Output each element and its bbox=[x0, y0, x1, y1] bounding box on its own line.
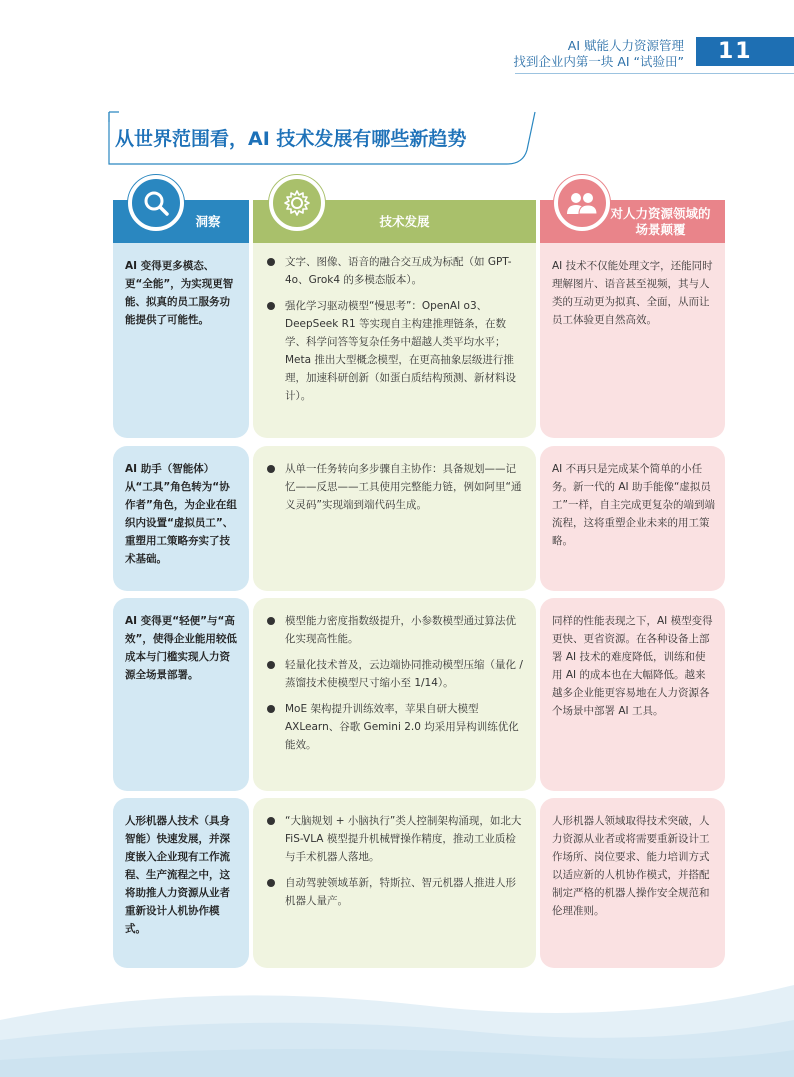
bullet-text: 从单一任务转向多步骤自主协作：具备规划——记忆——反思——工具使用完整能力链，例如阿里“通义灵码”实现端到端代码生成。 bbox=[285, 463, 522, 511]
list-item bbox=[267, 656, 526, 692]
insight-cell: AI 变得更“轻便”与“高效”，使得企业能用较低成本与门槛实现人力资源全场景部署。 bbox=[113, 598, 249, 791]
tech-cell bbox=[253, 446, 536, 591]
gear-icon bbox=[269, 175, 325, 231]
bullet-text: 强化学习驱动模型“慢思考”：OpenAI o3、DeepSeek R1 等实现自主构建推理链条，在数学、科学问答等复杂任务中超越人类平均水平；Meta 推出大型概念模型，在更高抽象层级进行推理，加速科研创新（如蛋白质结构预测、新材料设计）。 bbox=[285, 300, 516, 402]
bullet-text: MoE 架构提升训练效率，苹果自研大模型 AXLearn、谷歌 Gemini 2.0 均采用异构训练优化能效。 bbox=[285, 703, 519, 751]
header-line-1: AI 赋能人力资源管理 bbox=[567, 38, 684, 53]
column-header-label: 洞察 bbox=[195, 213, 221, 229]
hr-cell: 同样的性能表现之下，AI 模型变得更快、更省资源。在各种设备上部署 AI 技术的难度降低，训练和使用 AI 的成本也在大幅降低。越来越多企业能更容易地在人力资源各个场景中部署 AI 工具。 bbox=[540, 598, 725, 791]
bullet-icon bbox=[267, 817, 275, 825]
magnifier-icon bbox=[128, 175, 184, 231]
list-item bbox=[267, 812, 526, 866]
section-title: 从世界范围看，AI 技术发展有哪些新趋势 bbox=[115, 128, 467, 150]
decorative-waves bbox=[0, 960, 794, 1077]
hr-cell: 人形机器人领域取得技术突破，人力资源从业者或将需要重新设计工作场所、岗位要求、能力培训方式以适应新的人机协作模式，并搭配制定严格的机器人操作安全规范和伦理准则。 bbox=[540, 798, 725, 968]
list-item bbox=[267, 460, 526, 514]
list-item bbox=[267, 612, 526, 648]
bullet-text: 模型能力密度指数级提升，小参数模型通过算法优化实现高性能。 bbox=[285, 615, 516, 645]
hr-cell: AI 技术不仅能处理文字，还能同时理解图片、语音甚至视频，其与人类的互动更为拟真、全面，从而让员工体验更自然高效。 bbox=[540, 243, 725, 438]
bullet-icon bbox=[267, 617, 275, 625]
page-number: 11 bbox=[696, 37, 794, 66]
hr-cell: AI 不再只是完成某个简单的小任务。新一代的 AI 助手能像“虚拟员工”一样，自主完成更复杂的端到端流程，这将重塑企业未来的用工策略。 bbox=[540, 446, 725, 591]
header-divider bbox=[515, 73, 794, 74]
bullet-icon bbox=[267, 879, 275, 887]
list-item bbox=[267, 253, 526, 289]
list-item bbox=[267, 874, 526, 910]
running-header bbox=[513, 38, 684, 70]
tech-cell bbox=[253, 243, 536, 438]
bullet-icon bbox=[267, 302, 275, 310]
bullet-text: 轻量化技术普及，云边端协同推动模型压缩（量化 / 蒸馏技术使模型尺寸缩小至 1/14）。 bbox=[285, 659, 523, 689]
list-item bbox=[267, 700, 526, 754]
bullet-icon bbox=[267, 465, 275, 473]
column-header-label: 对人力资源领域的场景颠覆 bbox=[610, 205, 711, 237]
bullet-icon bbox=[267, 258, 275, 266]
bullet-text: 自动驾驶领域革新，特斯拉、智元机器人推进人形机器人量产。 bbox=[285, 877, 516, 907]
insight-cell: AI 变得更多模态、更“全能”，为实现更智能、拟真的员工服务功能提供了可能性。 bbox=[113, 243, 249, 438]
header-line-2: 找到企业内第一块 AI “试验田” bbox=[513, 54, 684, 69]
insight-cell: 人形机器人技术（具身智能）快速发展，并深度嵌入企业现有工作流程、生产流程之中，这将助推人力资源从业者重新设计人机协作模式。 bbox=[113, 798, 249, 968]
column-header-label: 技术发展 bbox=[379, 213, 430, 229]
tech-cell bbox=[253, 598, 536, 791]
bullet-icon bbox=[267, 661, 275, 669]
bullet-text: “大脑规划 + 小脑执行”类人控制架构涌现，如北大 FiS-VLA 模型提升机械臂操作精度，推动工业质检与手术机器人落地。 bbox=[285, 815, 522, 863]
insight-cell: AI 助手（智能体）从“工具”角色转为“协作者”角色，为企业在组织内设置“虚拟员工”、重塑用工策略夯实了技术基础。 bbox=[113, 446, 249, 591]
section-title-frame bbox=[107, 110, 537, 166]
list-item bbox=[267, 297, 526, 405]
bullet-icon bbox=[267, 705, 275, 713]
tech-cell bbox=[253, 798, 536, 968]
people-icon bbox=[554, 175, 610, 231]
bullet-text: 文字、图像、语音的融合交互成为标配（如 GPT-4o、Grok4 的多模态版本）。 bbox=[285, 256, 512, 286]
